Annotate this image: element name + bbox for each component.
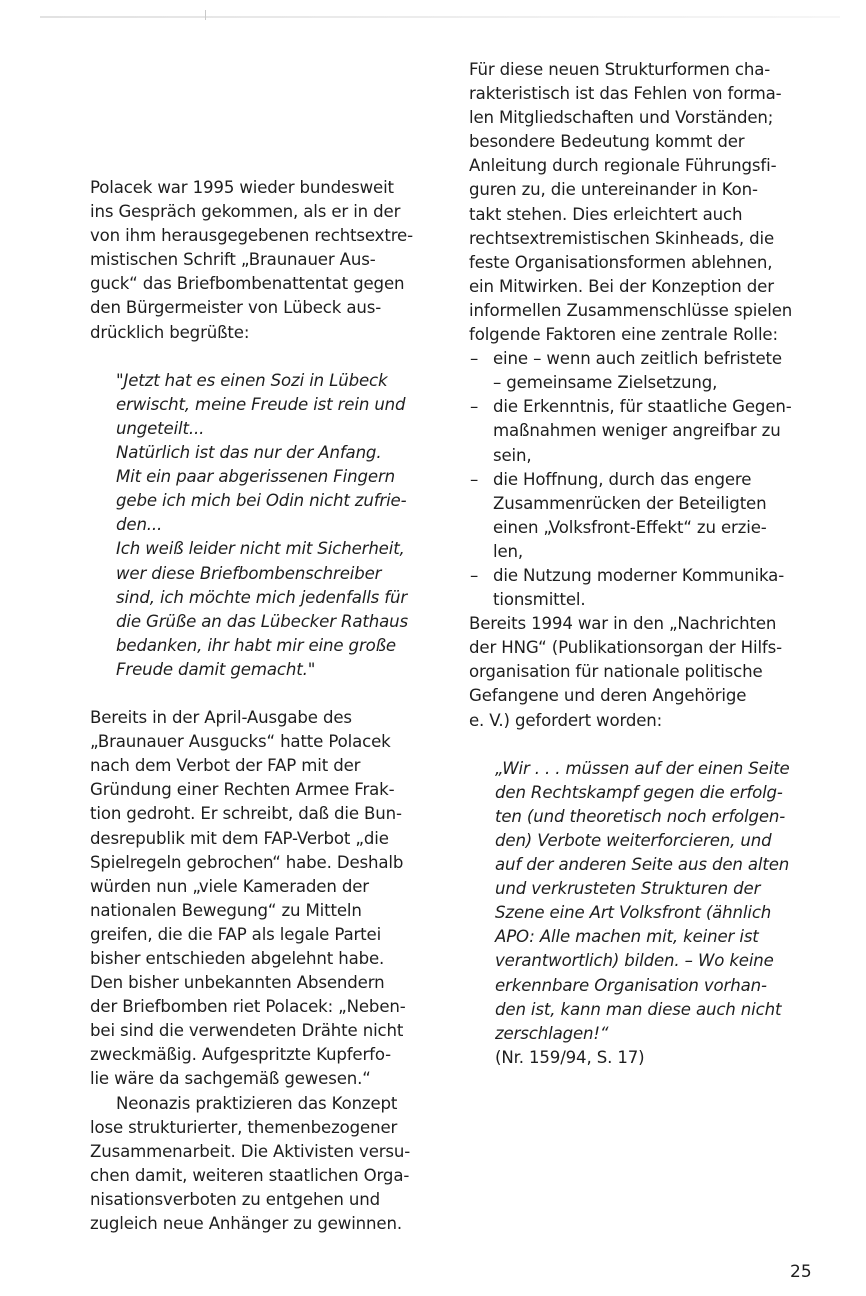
list-item: – die Erkenntnis, für staatliche Gegen- maßnahmen weniger angreifbar zu sein, xyxy=(469,395,815,467)
quote-hng: „Wir . . . müssen auf der einen Seite den Rechtskampf gegen die erfolg- ten (und theoretisch noch erfolgen- den) Verbote weiterforcieren, und auf der anderen Seite aus den alten und verkrusteten Strukturen der Szene eine Art Volksfront (ähnlich APO: Alle machen mit, keiner ist verantwortlich) bilden. – Wo keine erkennbare Organisation vorhan- den ist, kann man diese auch nicht zerschlagen!“ xyxy=(495,758,790,1043)
paragraph-neonazis-concept: Neonazis praktizieren das Konzept lose strukturierter, themenbezogener Zusammenarbeit. Die Aktivisten versu- chen damit, weiteren staatlichen Orga- nisationsverboten zu entgehen und zugleich neue Anhänger zu gewinnen. xyxy=(90,1093,411,1234)
paragraph-structure-forms: Für diese neuen Strukturformen cha- rakteristisch ist das Fehlen von forma- len Mitgliedschaften und Vorständen; besondere Bedeutung kommt der Anleitung durch regionale Führungsfi- guren zu, die untereinander in Kon- takt stehen. Dies erleichtert auch rechtsextremistischen Skinheads, die feste Organisationsformen ablehnen, ein Mitwirken. Bei der Konzeption der informellen Zusammenschlüsse spielen folgende Faktoren eine zentrale Rolle: xyxy=(469,60,793,345)
list-item: – die Nutzung moderner Kommunika- tionsmittel. xyxy=(469,564,815,612)
quote-citation: (Nr. 159/94, S. 17) xyxy=(495,1047,645,1067)
paragraph-hng-1994: Bereits 1994 war in den „Nachrichten der HNG“ (Publikationsorgan der Hilfs- organisation für nationale politische Gefangene und deren Angehörige e. V.) gefordert worden: xyxy=(469,614,782,730)
top-rule xyxy=(40,16,840,18)
left-column xyxy=(90,176,435,1236)
top-rule-tick xyxy=(205,10,206,20)
right-column xyxy=(469,58,815,1070)
paragraph-polacek-intro: Polacek war 1995 wieder bundesweit ins Gespräch gekommen, als er in der von ihm herausgegebenen rechtsextre- mistischen Schrift „Braunauer Aus- guck“ das Briefbombenattentat gegen den Bürgermeister von Lübeck aus- drücklich begrüßte: xyxy=(90,178,413,342)
list-item: – die Hoffnung, durch das engere Zusammenrücken der Beteiligten einen „Volksfront-Effekt“ zu erzie- len, xyxy=(469,468,815,564)
page-number: 25 xyxy=(790,1262,812,1282)
list-item: – eine – wenn auch zeitlich befristete – gemeinsame Zielsetzung, xyxy=(469,347,815,395)
factors-list xyxy=(469,347,815,612)
paragraph-april-issue: Bereits in der April-Ausgabe des „Braunauer Ausgucks“ hatte Polacek nach dem Verbot der FAP mit der Gründung einer Rechten Armee Frak- tion gedroht. Er schreibt, daß die Bun- desrepublik mit dem FAP-Verbot „die Spielregeln gebrochen“ habe. Deshalb würden nun „viele Kameraden der nationalen Bewegung“ zu Mitteln greifen, die die FAP als legale Partei bisher entschieden abgelehnt habe. Den bisher unbekannten Absendern der Briefbomben riet Polacek: „Neben- bei sind die verwendeten Drähte nicht zweckmäßig. Aufgespritzte Kupferfo- lie wäre da sachgemäß gewesen.“ xyxy=(90,708,406,1089)
quote-braunauer-ausguck: "Jetzt hat es einen Sozi in Lübeck erwischt, meine Freude ist rein und ungeteilt... Natürlich ist das nur der Anfang. Mit ein paar abgerissenen Fingern gebe ich mich bei Odin nicht zufrie- den... Ich weiß leider nicht mit Sicherheit, wer diese Briefbombenschreiber sind, ich möchte mich jedenfalls für die Grüße an das Lübecker Rathaus bedanken, ihr habt mir eine große Freude damit gemacht." xyxy=(116,370,408,679)
